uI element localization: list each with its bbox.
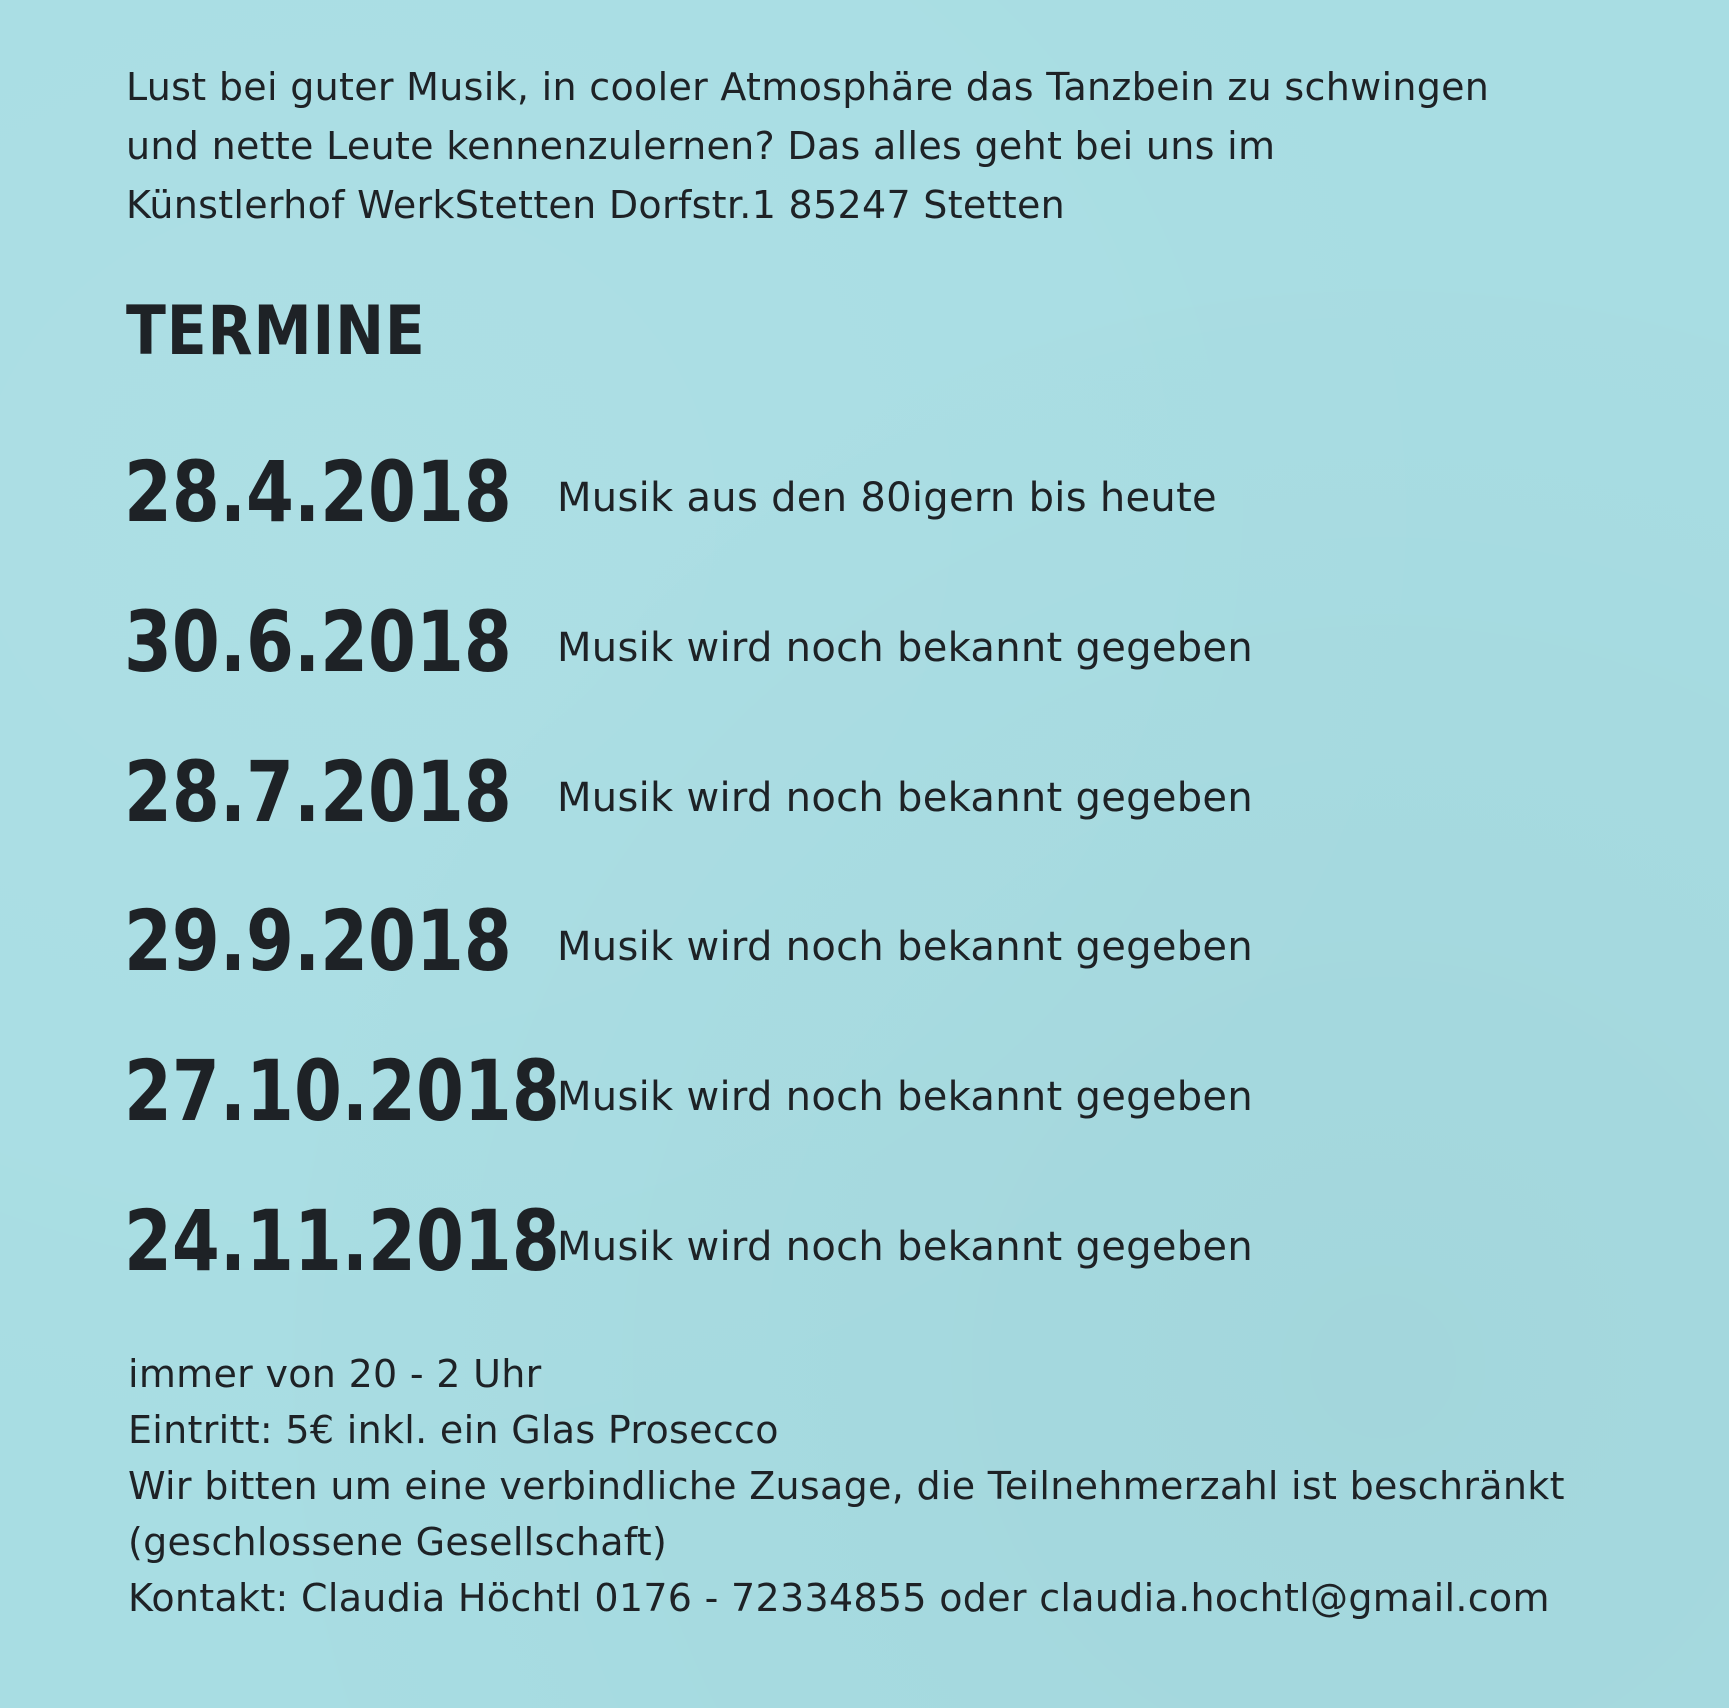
registration-notice: Wir bitten um eine verbindliche Zusage, die Teilnehmerzahl ist beschränkt <box>128 1464 1565 1508</box>
footer-info <box>128 1346 1688 1626</box>
registration-notice-continued: (geschlossene Gesellschaft) <box>128 1520 668 1564</box>
event-row <box>0 1191 1729 1291</box>
event-date: 29.9.2018 <box>124 892 512 990</box>
event-row <box>0 592 1729 692</box>
event-row <box>0 891 1729 991</box>
event-date: 24.11.2018 <box>124 1192 560 1290</box>
intro-line: Lust bei guter Musik, in cooler Atmosphäre das Tanzbein zu schwingen <box>126 65 1490 109</box>
event-description: Musik aus den 80igern bis heute <box>557 475 1217 521</box>
contact-info: Kontakt: Claudia Höchtl 0176 - 72334855 oder claudia.hochtl@gmail.com <box>128 1576 1550 1620</box>
dates-heading: TERMINE <box>126 292 426 371</box>
event-date: 28.7.2018 <box>124 743 512 841</box>
event-description: Musik wird noch bekannt gegeben <box>557 775 1253 821</box>
event-description: Musik wird noch bekannt gegeben <box>557 625 1253 671</box>
entry-price: Eintritt: 5€ inkl. ein Glas Prosecco <box>128 1408 779 1452</box>
event-date: 30.6.2018 <box>124 593 512 691</box>
event-date: 28.4.2018 <box>124 443 512 541</box>
event-date: 27.10.2018 <box>124 1042 560 1140</box>
intro-text <box>126 58 1626 235</box>
event-row <box>0 442 1729 542</box>
event-row <box>0 1041 1729 1141</box>
intro-line: Künstlerhof WerkStetten Dorfstr.1 85247 Stetten <box>126 183 1066 227</box>
event-description: Musik wird noch bekannt gegeben <box>557 924 1253 970</box>
event-description: Musik wird noch bekannt gegeben <box>557 1224 1253 1270</box>
opening-hours: immer von 20 - 2 Uhr <box>128 1352 542 1396</box>
event-row <box>0 742 1729 842</box>
event-description: Musik wird noch bekannt gegeben <box>557 1074 1253 1120</box>
intro-line: und nette Leute kennenzulernen? Das alles geht bei uns im <box>126 124 1276 168</box>
